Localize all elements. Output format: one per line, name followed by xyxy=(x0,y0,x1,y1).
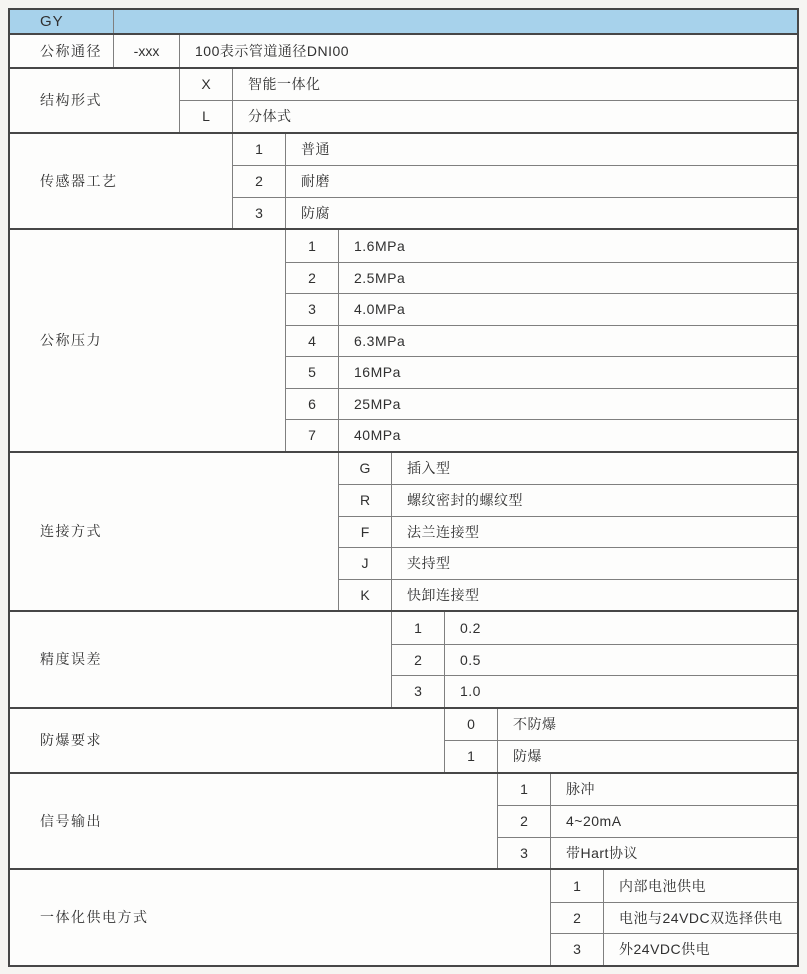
option-code: 3 xyxy=(498,838,551,869)
option-code: 3 xyxy=(551,934,604,965)
option-code: 2 xyxy=(286,263,339,294)
option-row xyxy=(392,612,797,644)
option-code: K xyxy=(339,580,392,611)
group-label: 一体化供电方式 xyxy=(10,870,551,965)
option-code: 2 xyxy=(392,645,445,676)
option-value: 1.6MPa xyxy=(354,237,406,254)
option-value: 插入型 xyxy=(407,460,451,477)
option-row xyxy=(233,134,797,166)
option-row xyxy=(180,100,797,132)
option-value: 夹持型 xyxy=(407,555,451,572)
option-row xyxy=(286,262,797,294)
spec-group xyxy=(10,610,797,707)
option-value: 带Hart协议 xyxy=(566,844,638,861)
group-option-rows xyxy=(392,612,797,707)
option-value: 耐磨 xyxy=(301,173,330,190)
option-value: 防腐 xyxy=(301,204,330,221)
option-code: 5 xyxy=(286,357,339,388)
option-code: 1 xyxy=(233,134,286,166)
spec-group xyxy=(10,67,797,132)
spec-group xyxy=(10,772,797,869)
option-code: F xyxy=(339,517,392,548)
option-value: 电池与24VDC双选择供电 xyxy=(619,909,783,926)
model-selection-table xyxy=(8,8,799,967)
option-row xyxy=(286,293,797,325)
option-row xyxy=(286,325,797,357)
option-row xyxy=(233,197,797,229)
option-row xyxy=(551,933,797,965)
spec-group xyxy=(10,228,797,451)
option-code: -xxx xyxy=(114,35,180,67)
group-option-rows xyxy=(233,134,797,229)
spec-group xyxy=(10,451,797,611)
option-row xyxy=(392,675,797,707)
option-value: 防爆 xyxy=(513,748,542,765)
option-code: 1 xyxy=(286,230,339,262)
option-value: 内部电池供电 xyxy=(619,877,706,894)
option-row xyxy=(180,69,797,101)
option-value: 快卸连接型 xyxy=(407,586,480,603)
header-empty-cell xyxy=(114,10,797,33)
option-row xyxy=(498,805,797,837)
option-value: 16MPa xyxy=(354,364,401,381)
option-row xyxy=(498,774,797,806)
group-option-rows xyxy=(286,230,797,451)
option-row xyxy=(286,356,797,388)
option-code: 7 xyxy=(286,420,339,451)
option-value: 外24VDC供电 xyxy=(619,941,711,958)
option-code: 1 xyxy=(551,870,604,902)
option-code: 3 xyxy=(392,676,445,707)
group-option-rows xyxy=(551,870,797,965)
option-code: 1 xyxy=(392,612,445,644)
option-row xyxy=(551,902,797,934)
option-code: 6 xyxy=(286,389,339,420)
spec-group xyxy=(10,868,797,965)
option-row xyxy=(551,870,797,902)
option-code: 4 xyxy=(286,326,339,357)
spec-group xyxy=(10,132,797,229)
option-value: 0.2 xyxy=(460,619,481,636)
group-option-rows xyxy=(498,774,797,869)
option-code: 3 xyxy=(233,198,286,229)
spec-groups-container xyxy=(10,35,797,965)
option-code: 2 xyxy=(551,903,604,934)
option-row xyxy=(114,35,797,67)
option-code: J xyxy=(339,548,392,579)
model-prefix-cell: GY xyxy=(10,10,114,33)
option-value: 4~20mA xyxy=(566,813,622,830)
option-code: 1 xyxy=(445,741,498,772)
option-value: 100表示管道通径DNI00 xyxy=(195,42,350,59)
option-row xyxy=(445,740,797,772)
option-row xyxy=(339,579,797,611)
option-value: 不防爆 xyxy=(513,716,557,733)
spec-group xyxy=(10,35,797,67)
option-row xyxy=(233,165,797,197)
option-code: 2 xyxy=(498,806,551,837)
option-code: 0 xyxy=(445,709,498,741)
option-row xyxy=(445,709,797,741)
option-value: 4.0MPa xyxy=(354,301,406,318)
option-value: 1.0 xyxy=(460,683,481,700)
option-row xyxy=(286,230,797,262)
group-option-rows xyxy=(339,453,797,611)
option-code: R xyxy=(339,485,392,516)
group-option-rows xyxy=(445,709,797,772)
option-row xyxy=(339,516,797,548)
option-value: 螺纹密封的螺纹型 xyxy=(407,492,523,509)
option-row xyxy=(339,453,797,485)
group-label: 防爆要求 xyxy=(10,709,445,772)
group-label: 传感器工艺 xyxy=(10,134,233,229)
option-code: L xyxy=(180,101,233,132)
group-option-rows xyxy=(114,35,797,67)
spec-group xyxy=(10,707,797,772)
option-value: 分体式 xyxy=(248,108,292,125)
group-label: 公称压力 xyxy=(10,230,286,451)
option-code: X xyxy=(180,69,233,101)
group-label: 公称通径 xyxy=(10,35,114,67)
table-header-row xyxy=(10,10,797,35)
option-value: 0.5 xyxy=(460,651,481,668)
option-code: 1 xyxy=(498,774,551,806)
group-label: 结构形式 xyxy=(10,69,180,132)
option-value: 2.5MPa xyxy=(354,269,406,286)
option-value: 40MPa xyxy=(354,427,401,444)
option-value: 法兰连接型 xyxy=(407,523,480,540)
option-row xyxy=(286,419,797,451)
option-row xyxy=(339,484,797,516)
option-code: 2 xyxy=(233,166,286,197)
group-label: 精度误差 xyxy=(10,612,392,707)
option-value: 普通 xyxy=(301,141,330,158)
option-value: 脉冲 xyxy=(566,781,595,798)
group-label: 连接方式 xyxy=(10,453,339,611)
option-row xyxy=(286,388,797,420)
option-value: 智能一体化 xyxy=(248,76,321,93)
option-row xyxy=(339,547,797,579)
option-row xyxy=(392,644,797,676)
option-value: 6.3MPa xyxy=(354,332,406,349)
option-code: G xyxy=(339,453,392,485)
option-row xyxy=(498,837,797,869)
group-option-rows xyxy=(180,69,797,132)
group-label: 信号输出 xyxy=(10,774,498,869)
option-value: 25MPa xyxy=(354,395,401,412)
option-code: 3 xyxy=(286,294,339,325)
